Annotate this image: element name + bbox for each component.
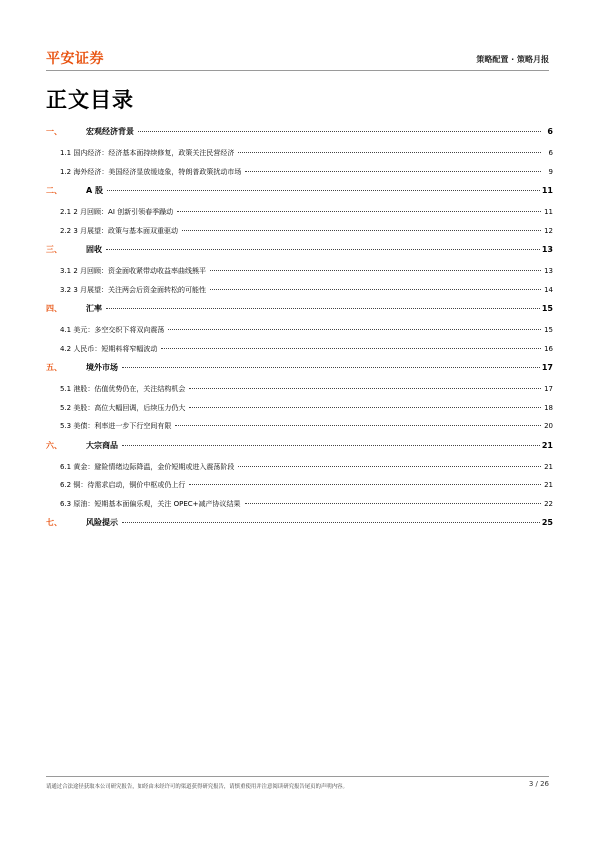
toc-section-number: 一、 (46, 127, 62, 136)
toc-subsection-entry[interactable] (46, 226, 553, 245)
toc-section-number: 五、 (46, 363, 62, 372)
toc-leader-dots (189, 388, 541, 389)
toc-subsection-entry[interactable] (46, 403, 553, 422)
toc-section-number: 三、 (46, 245, 62, 254)
toc-leader-dots (107, 190, 540, 191)
toc-leader-dots (245, 171, 541, 172)
toc-section-title: 汇率 (86, 304, 102, 313)
toc-section-entry[interactable] (46, 517, 553, 539)
toc-subsection-title: 3.1 2 月回顾：资金面收紧带动收益率曲线熊平 (60, 267, 207, 275)
page-title: 正文目录 (46, 88, 134, 112)
table-of-contents (46, 126, 553, 539)
toc-leader-dots (122, 445, 540, 446)
page-number: 3 / 26 (528, 780, 549, 788)
toc-subsection-title: 2.1 2 月回顾：AI 创新引领春季躁动 (60, 208, 174, 216)
toc-section-number: 七、 (46, 518, 62, 527)
footer-divider (46, 776, 549, 777)
toc-section-title: A 股 (86, 186, 103, 195)
toc-section-entry[interactable] (46, 185, 553, 207)
toc-subsection-entry[interactable] (46, 499, 553, 518)
toc-page-number: 9 (548, 167, 553, 176)
toc-subsection-entry[interactable] (46, 480, 553, 499)
toc-page-number: 11 (541, 186, 553, 195)
toc-section-title: 大宗商品 (86, 440, 118, 450)
header-divider (46, 70, 549, 71)
toc-subsection-title: 6.2 铜：待需求启动，铜价中枢或仍上行 (60, 481, 186, 489)
toc-section-title: 固收 (86, 245, 102, 254)
toc-section-title: 境外市场 (86, 363, 118, 372)
toc-leader-dots (122, 367, 540, 368)
toc-subsection-entry[interactable] (46, 266, 553, 285)
toc-leader-dots (161, 348, 541, 349)
toc-section-number: 四、 (46, 304, 62, 313)
toc-page-number: 15 (544, 326, 553, 334)
toc-page-number: 14 (544, 285, 553, 294)
toc-subsection-entry[interactable] (46, 167, 553, 186)
toc-leader-dots (210, 289, 541, 290)
toc-page-number: 6 (547, 127, 553, 136)
toc-section-entry[interactable] (46, 362, 553, 384)
toc-leader-dots (168, 329, 541, 330)
toc-page-number: 13 (544, 267, 553, 275)
company-logo: 平安证券 (46, 51, 104, 67)
toc-leader-dots (122, 522, 540, 523)
toc-page-number: 11 (544, 208, 553, 216)
toc-leader-dots (238, 466, 541, 467)
toc-page-number: 16 (544, 344, 553, 353)
toc-page-number: 20 (544, 422, 553, 430)
toc-leader-dots (182, 230, 541, 231)
toc-page-number: 25 (541, 518, 553, 527)
toc-subsection-title: 1.1 国内经济：经济基本面持续修复，政策关注民营经济 (60, 149, 235, 157)
toc-subsection-entry[interactable] (46, 148, 553, 167)
toc-page-number: 21 (544, 462, 553, 471)
toc-page-number: 17 (544, 385, 553, 393)
toc-page-number: 21 (544, 481, 553, 489)
toc-leader-dots (238, 152, 541, 153)
toc-page-number: 21 (541, 440, 553, 450)
footer-disclaimer: 请通过合法途径获取本公司研究报告，如经由未经许可的渠道获得研究报告，请慎重使用并注意阅读研究报告尾页的声明内容。 (46, 784, 348, 790)
toc-subsection-entry[interactable] (46, 384, 553, 403)
toc-leader-dots (245, 503, 542, 504)
toc-subsection-title: 5.2 美股：高位大幅回调，后续压力仍大 (60, 403, 186, 412)
toc-subsection-title: 2.2 3 月展望：政策与基本面双重驱动 (60, 226, 179, 235)
toc-leader-dots (189, 407, 541, 408)
toc-section-number: 六、 (46, 440, 62, 450)
toc-leader-dots (138, 131, 541, 132)
toc-page-number: 6 (548, 149, 553, 157)
toc-section-entry[interactable] (46, 126, 553, 148)
toc-subsection-title: 5.3 美债：利率进一步下行空间有限 (60, 422, 172, 430)
toc-subsection-title: 5.1 港股：估值优势仍在，关注结构机会 (60, 385, 186, 393)
toc-page-number: 13 (541, 245, 553, 254)
toc-subsection-title: 6.3 原油：短期基本面偏乐观，关注 OPEC+减产协议结果 (60, 499, 241, 508)
toc-subsection-title: 6.1 黄金：避险情绪边际降温，金价短期或进入震荡阶段 (60, 462, 235, 471)
toc-subsection-title: 4.1 美元：多空交织下将双向震荡 (60, 326, 165, 334)
toc-leader-dots (189, 484, 541, 485)
toc-subsection-entry[interactable] (46, 207, 553, 226)
toc-section-title: 风险提示 (86, 518, 118, 527)
toc-leader-dots (210, 270, 541, 271)
toc-subsection-entry[interactable] (46, 344, 553, 363)
toc-subsection-title: 3.2 3 月展望：关注两会后资金面转松的可能性 (60, 285, 207, 294)
toc-page-number: 18 (544, 403, 553, 412)
toc-page-number: 22 (544, 499, 553, 508)
toc-subsection-entry[interactable] (46, 462, 553, 481)
toc-subsection-entry[interactable] (46, 421, 553, 440)
toc-subsection-entry[interactable] (46, 285, 553, 304)
report-type: 策略配置 · 策略月报 (476, 55, 549, 64)
toc-leader-dots (106, 308, 540, 309)
toc-leader-dots (106, 249, 540, 250)
toc-page-number: 17 (541, 363, 553, 372)
toc-page-number: 15 (541, 304, 553, 313)
toc-leader-dots (177, 211, 541, 212)
page-header (46, 46, 549, 68)
toc-section-entry[interactable] (46, 244, 553, 266)
toc-section-entry[interactable] (46, 303, 553, 325)
toc-section-number: 二、 (46, 186, 62, 195)
toc-section-title: 宏观经济背景 (86, 127, 134, 136)
toc-section-entry[interactable] (46, 440, 553, 462)
toc-subsection-entry[interactable] (46, 325, 553, 344)
toc-subsection-title: 1.2 海外经济：美国经济显放缓迹象，特朗普政策扰动市场 (60, 167, 242, 176)
toc-subsection-title: 4.2 人民币：短期料将窄幅波动 (60, 344, 158, 353)
toc-leader-dots (175, 425, 541, 426)
toc-page-number: 12 (544, 226, 553, 235)
